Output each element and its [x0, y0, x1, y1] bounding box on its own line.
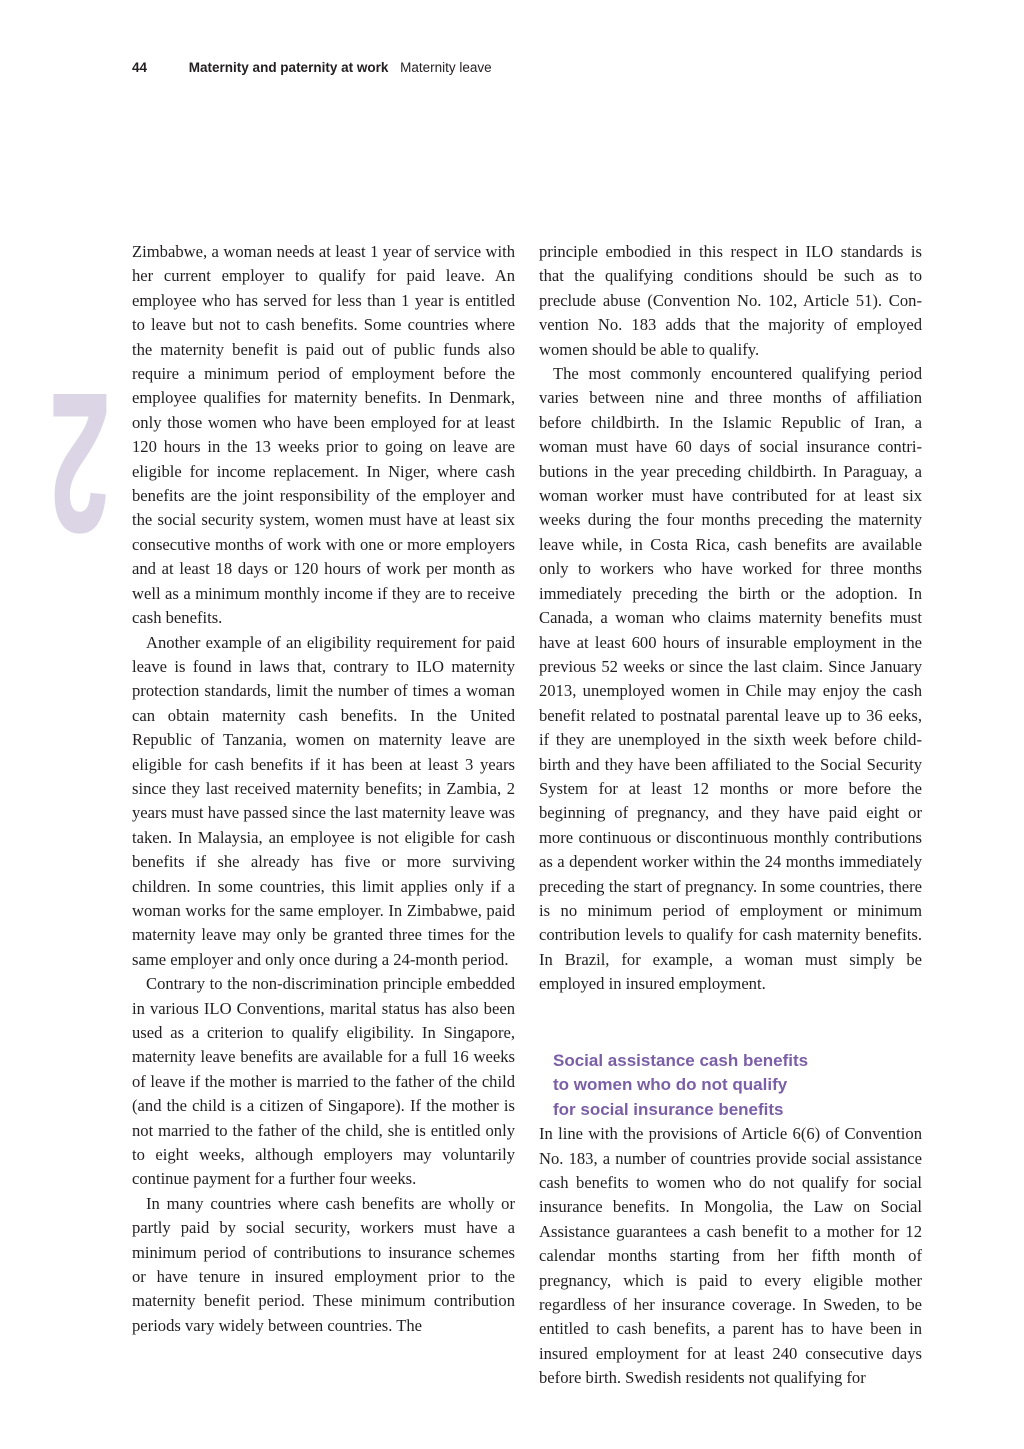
paragraph: The most commonly encountered qualifying period varies between nine and three months of affiliation before childbirth. In the Islamic Republic of Iran, a woman must have 60 days of social insurance contributions in the year preceding childbirth. In Paraguay, a woman worker must have contributed for at least six weeks during the four months preceding the maternity leave while, in Costa Rica, cash benefits are available only to workers who have worked for three months immediately preceding the birth or the adoption. In Canada, a woman who claims maternity benefits must have at least 600 hours of insurable employment in the previous 52 weeks or since the last claim. Since January 2013, unemployed women in Chile may enjoy the cash benefit related to postnatal parental leave up to 36 eeks, if they are unemployed in the sixth week before childbirth and they have been affiliated to the Social Security System for at least 12 months or more before the beginning of pregnancy, and they have paid eight or more continuous or discontinuous monthly contributions as a dependent worker within the 24 months immediately preceding the start of pregnancy. In some countries, there is no minimum period of employment or minimum contribution levels to qualify for cash maternity benefits. In Brazil, for example, a woman must simply be employed in insured employment. [539, 364, 922, 994]
paragraph: In many countries where cash benefits are wholly or partly paid by social security, workers must have a minimum period of contributions to insurance schemes or have tenure in insured employment prior to the maternity benefit period. These minimum contribution periods vary widely between countries. The [132, 1193, 515, 1335]
section-heading [553, 1049, 922, 1123]
chapter-number-marker [24, 351, 111, 574]
paragraph: Zimbabwe, a woman needs at least 1 year of service with her current employer to qualify for paid leave. An employee who has served for less than 1 year is entitled to leave but not to cash benefits. Some countries where the maternity benefit is paid out of public funds also require a minimum period of employment before the employee qualifies for maternity benefits. In Denmark, only those women who have been employed for at least 120 hours in the 13 weeks prior to going on leave are eligible for income replacement. In Niger, where cash benefits are the joint responsibility of the employer and the social security system, women must have at least six consecutive months of work with one or more employers and at least 18 days or 120 hours of work per month as well as a minimum monthly income if they are to receive cash benefits. [132, 242, 515, 628]
right-column [539, 240, 922, 1391]
section-heading-line: Social assistance cash benefits [553, 1050, 809, 1070]
chapter-number: 2 [49, 351, 111, 574]
running-header [132, 60, 492, 75]
paragraph: Another example of an eligibility requirement for paid leave is found in laws that, contrary to ILO maternity protection standards, limit the number of times a woman can obtain maternity cash benefits. In the United Republic of Tanzania, women on maternity leave are eligible for cash benefits if it has been at least 3 years since they last received maternity benefits; in Zambia, 2 years must have passed since the last maternity leave was taken. In Malaysia, an employee is not eligible for cash benefits if she already has five or more surviving children. In some countries, this limit applies only if a woman works for the same employer. In Zimbabwe, paid maternity leave may only be granted three times for the same employer and only once during a 24-month period. [132, 632, 515, 969]
section-heading-line: for social insurance benefits [553, 1099, 784, 1119]
paragraph: Contrary to the non-discrimination principle embedded in various ILO Conventions, marital status has also been used as a criterion to qualify eligibility. In Singapore, maternity leave benefits are available for a full 16 weeks of leave if the mother is married to the father of the child (and the child is a citizen of Singapore). If the mother is not married to the father of the child, she is entitled only to eight weeks, although employers may voluntarily continue payment for a further four weeks. [132, 974, 515, 1189]
left-column [132, 240, 515, 1338]
chapter-title: Maternity leave [400, 60, 492, 75]
paragraph: In line with the provisions of Article 6(6) of Convention No. 183, a number of countries provide social assistance cash benefits to women who do not qualify for social insurance benefits. In Mongolia, the Law on Social Assistance guarantees a cash benefit to a mother for 12 calendar months starting from her fifth month of pregnancy, which is paid to every eligible mother regardless of her insurance coverage. In Sweden, to be entitled to cash benefits, a parent has to have been in insured employment for at least 240 consecutive days before birth. Swedish residents not qualifying for [539, 1124, 922, 1388]
book-title: Maternity and paternity at work [188, 60, 389, 75]
section-heading-line: to women who do not qualify [553, 1075, 788, 1095]
paragraph: principle embodied in this respect in ILO standards is that the qualifying conditions should be such as to preclude abuse (Convention No. 102, Article 51). Convention No. 183 adds that the majority of employed women should be able to qualify. [539, 242, 922, 359]
page-number: 44 [132, 60, 148, 75]
